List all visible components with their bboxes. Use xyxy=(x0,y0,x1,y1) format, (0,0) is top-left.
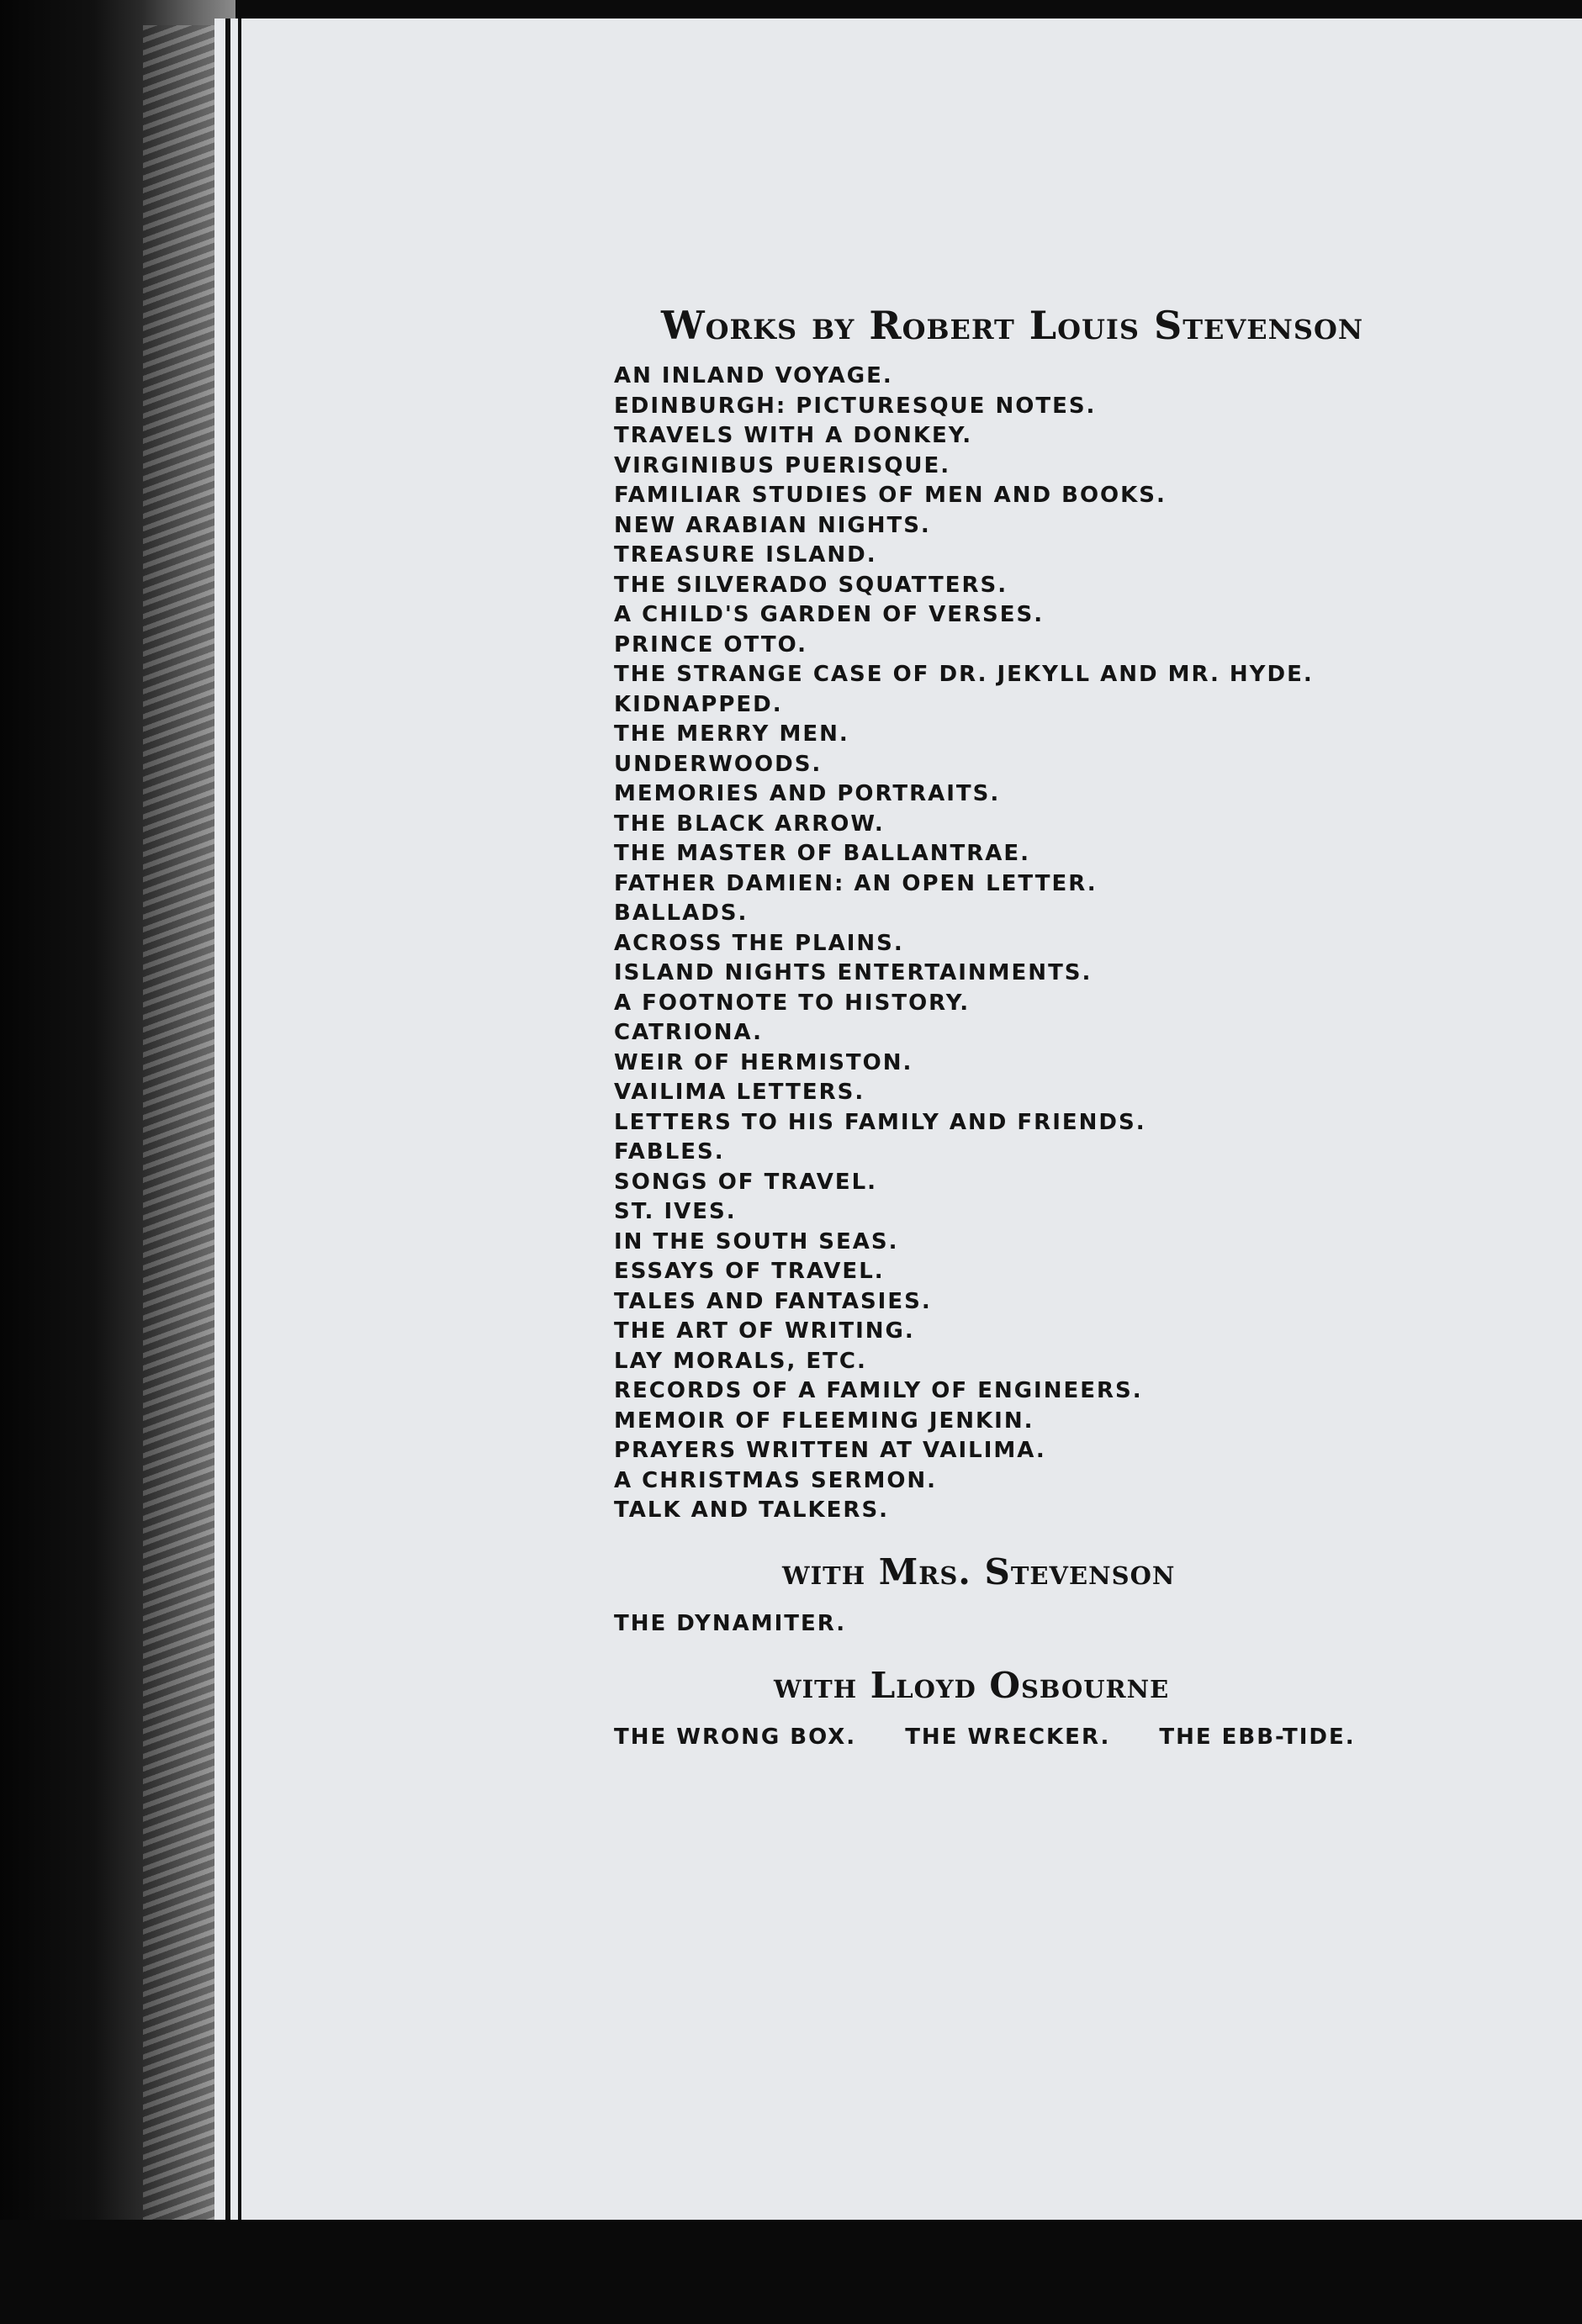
list-item: VIRGINIBUS PUERISQUE. xyxy=(614,452,951,478)
section-heading-lloyd-osbourne: with Lloyd Osbourne xyxy=(774,1664,1170,1706)
list-item: THE DYNAMITER. xyxy=(614,1610,847,1636)
list-item: FABLES. xyxy=(614,1139,725,1165)
list-item: ESSAYS OF TRAVEL. xyxy=(614,1259,885,1284)
list-item: THE STRANGE CASE OF DR. JEKYLL AND MR. HYDE. xyxy=(614,662,1314,687)
list-item: TALK AND TALKERS. xyxy=(614,1497,890,1523)
list-item: PRAYERS WRITTEN AT VAILIMA. xyxy=(614,1438,1046,1463)
list-item: NEW ARABIAN NIGHTS. xyxy=(614,512,931,538)
list-item: ACROSS THE PLAINS. xyxy=(614,930,904,956)
list-item: LETTERS TO HIS FAMILY AND FRIENDS. xyxy=(614,1109,1146,1135)
list-item: SONGS OF TRAVEL. xyxy=(614,1169,878,1195)
list-item: THE WRONG BOX. xyxy=(614,1724,857,1750)
list-item: TREASURE ISLAND. xyxy=(614,542,877,568)
list-item: THE MASTER OF BALLANTRAE. xyxy=(614,841,1030,866)
page-title: Works by Robert Louis Stevenson xyxy=(661,303,1364,348)
coauthored-works-row xyxy=(614,1725,1455,1750)
list-item: CATRIONA. xyxy=(614,1020,763,1045)
gutter-line xyxy=(238,18,241,2221)
list-item: IN THE SOUTH SEAS. xyxy=(614,1228,899,1254)
works-list xyxy=(614,362,1455,1526)
list-item: ST. IVES. xyxy=(614,1199,737,1224)
list-item: VAILIMA LETTERS. xyxy=(614,1080,865,1105)
scan-border xyxy=(0,2220,1582,2324)
list-item: THE MERRY MEN. xyxy=(614,721,849,747)
list-item: BALLADS. xyxy=(614,901,749,926)
list-item: FATHER DAMIEN: AN OPEN LETTER. xyxy=(614,870,1098,896)
list-item: TRAVELS WITH A DONKEY. xyxy=(614,423,973,448)
list-item: THE SILVERADO SQUATTERS. xyxy=(614,572,1008,598)
list-item: WEIR OF HERMISTON. xyxy=(614,1049,913,1075)
list-item: THE WRECKER. xyxy=(905,1724,1111,1750)
list-item: A CHILD'S GARDEN OF VERSES. xyxy=(614,602,1045,627)
list-item: KIDNAPPED. xyxy=(614,691,783,717)
list-item: RECORDS OF A FAMILY OF ENGINEERS. xyxy=(614,1378,1143,1403)
list-item: THE ART OF WRITING. xyxy=(614,1318,915,1344)
list-item: FAMILIAR STUDIES OF MEN AND BOOKS. xyxy=(614,483,1167,508)
list-item: UNDERWOODS. xyxy=(614,751,823,777)
list-item: MEMORIES AND PORTRAITS. xyxy=(614,781,1001,806)
list-item: EDINBURGH: PICTURESQUE NOTES. xyxy=(614,393,1097,419)
list-item: TALES AND FANTASIES. xyxy=(614,1288,932,1314)
section-heading-mrs-stevenson: with Mrs. Stevenson xyxy=(782,1550,1176,1592)
list-item: ISLAND NIGHTS ENTERTAINMENTS. xyxy=(614,960,1093,985)
list-item: PRINCE OTTO. xyxy=(614,631,807,658)
list-item: A CHRISTMAS SERMON. xyxy=(614,1467,938,1493)
list-item: THE BLACK ARROW. xyxy=(614,811,885,837)
list-item: AN INLAND VOYAGE. xyxy=(614,363,893,388)
list-item: LAY MORALS, ETC. xyxy=(614,1348,867,1374)
gutter-line xyxy=(225,18,230,2221)
list-item: MEMOIR OF FLEEMING JENKIN. xyxy=(614,1408,1034,1434)
list-item: A FOOTNOTE TO HISTORY. xyxy=(614,990,971,1016)
works-list-page xyxy=(614,303,1455,1750)
list-item: THE EBB-TIDE. xyxy=(1159,1724,1356,1750)
